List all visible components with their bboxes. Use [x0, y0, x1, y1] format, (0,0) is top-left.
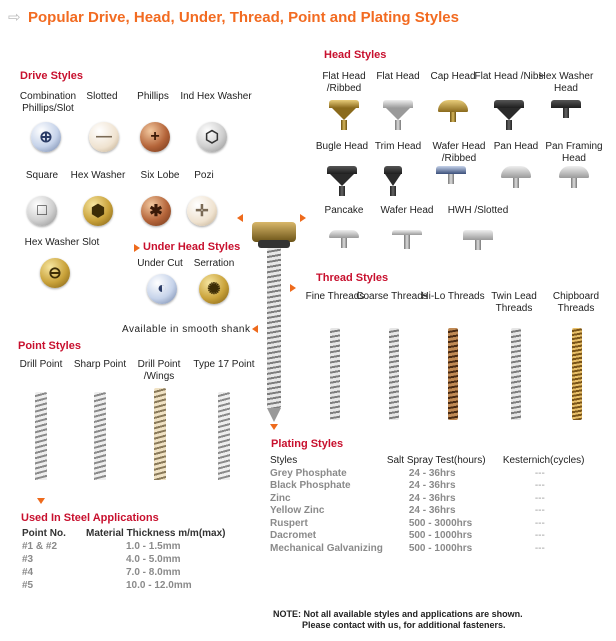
- head-label-wafer-ribbed: Wafer Head /Ribbed: [432, 141, 486, 164]
- table-row: [268, 468, 587, 481]
- head-label-hwh-slotted: HWH /Slotted: [447, 205, 509, 216]
- table-header-row: [268, 455, 587, 468]
- drill-point-icon: [35, 392, 47, 480]
- steel-cell: #1 & #2: [22, 541, 58, 552]
- marker-arrow-icon: [134, 244, 140, 252]
- hwh-slotted-head-icon: [461, 230, 495, 260]
- combo-drive-icon: ⊕: [31, 122, 61, 152]
- drive-label-six-lobe: Six Lobe: [140, 170, 180, 181]
- thread-label-fine: Fine Threads: [305, 291, 365, 302]
- pancake-head-icon: [327, 230, 361, 260]
- drive-label-hex-washer: Hex Washer: [70, 170, 126, 181]
- pozi-icon: ✛: [187, 196, 217, 226]
- chipboard-thread-icon: [572, 328, 582, 420]
- table-row: [20, 553, 228, 566]
- drive-label-phillips: Phillips: [137, 91, 169, 102]
- plating-salt: 24 - 36hrs: [408, 492, 456, 504]
- steel-cell: 4.0 - 5.0mm: [126, 554, 181, 565]
- bugle-head-icon: [325, 166, 359, 196]
- point-label-drill-wings: Drill Point /Wings: [137, 359, 181, 382]
- screw-tip-icon: [267, 408, 281, 422]
- type17-point-icon: [218, 392, 230, 480]
- thread-styles-heading: Thread Styles: [316, 272, 389, 284]
- plating-kesternich: ---: [534, 467, 545, 479]
- steel-cell: 7.0 - 8.0mm: [126, 567, 181, 578]
- marker-arrow-icon: [252, 325, 258, 333]
- table-row: [268, 480, 587, 493]
- thread-label-hi-lo: Hi-Lo Threads: [421, 291, 485, 302]
- plating-style: Grey Phosphate: [270, 467, 347, 479]
- smooth-shank-note: Available in smooth shank: [122, 324, 251, 335]
- plating-salt: 24 - 36hrs: [408, 505, 456, 516]
- head-label-trim: Trim Head: [374, 141, 422, 152]
- steel-cell: #5: [22, 580, 34, 591]
- wafer-ribbed-head-icon: [434, 166, 468, 196]
- steel-table: [20, 527, 228, 592]
- plating-style: Ruspert: [270, 517, 308, 529]
- plating-style: Mechanical Galvanizing: [270, 542, 383, 554]
- table-row: [268, 505, 587, 518]
- plating-kesternich: ---: [534, 530, 545, 541]
- steel-applications-heading: Used In Steel Applications: [21, 512, 159, 524]
- drive-label-combo: Combination Phillips/Slot: [19, 91, 77, 114]
- plating-salt: 24 - 36hrs: [408, 467, 456, 479]
- plating-col-kesternich: Kesternich(cycles): [502, 455, 585, 466]
- head-label-pan: Pan Head: [493, 141, 539, 152]
- thread-label-twin-lead: Twin Lead Threads: [491, 291, 537, 314]
- under-head-heading: Under Head Styles: [143, 241, 241, 253]
- drill-wings-point-icon: [154, 388, 166, 480]
- wafer-head-icon: [390, 230, 424, 260]
- marker-arrow-icon: [300, 214, 306, 222]
- under-label-under-cut: Under Cut: [137, 258, 183, 269]
- pan-framing-head-icon: [557, 166, 591, 196]
- plating-kesternich: ---: [534, 505, 545, 516]
- head-label-flat-ribbed: Flat Head /Ribbed: [322, 71, 366, 94]
- fine-thread-icon: [330, 328, 340, 420]
- head-label-flat-nibs: Flat Head /Nibs: [474, 71, 544, 82]
- point-label-type17: Type 17 Point: [193, 359, 255, 370]
- plating-salt: 24 - 36hrs: [408, 480, 456, 491]
- drive-styles-heading: Drive Styles: [20, 70, 83, 82]
- head-label-bugle: Bugle Head: [315, 141, 369, 152]
- plating-col-styles: Styles: [270, 455, 298, 466]
- arrow-right-icon: ⇨: [8, 9, 21, 26]
- steel-cell: 1.0 - 1.5mm: [126, 541, 181, 552]
- serration-icon: ✺: [199, 274, 229, 304]
- steel-cell: #4: [22, 567, 34, 578]
- head-styles-heading: Head Styles: [324, 49, 387, 61]
- hex-washer-icon: ⬢: [83, 196, 113, 226]
- head-label-hex-washer: Hex Washer Head: [538, 71, 594, 94]
- drive-label-slotted: Slotted: [86, 91, 118, 102]
- flat-head-icon: [381, 100, 415, 130]
- drive-label-pozi: Pozi: [194, 170, 214, 181]
- steel-cell: #3: [22, 554, 34, 565]
- hi-lo-thread-icon: [448, 328, 458, 420]
- screw-head-icon: [252, 222, 296, 242]
- screw-shank-icon: [267, 248, 281, 408]
- plating-salt: 500 - 3000hrs: [408, 517, 473, 529]
- plating-table: [268, 455, 587, 555]
- flat-ribbed-head-icon: [327, 100, 361, 130]
- phillips-drive-icon: +: [140, 122, 170, 152]
- plating-style: Dacromet: [270, 530, 317, 541]
- six-lobe-icon: ✱: [141, 196, 171, 226]
- hex-washer-slot-icon: ⊖: [40, 258, 70, 288]
- head-label-pancake: Pancake: [324, 205, 364, 216]
- head-label-cap: Cap Head: [430, 71, 476, 82]
- plating-col-salt-spray: Salt Spray Test(hours): [386, 455, 486, 466]
- table-row: [268, 530, 587, 543]
- square-drive-icon: □: [27, 196, 57, 226]
- steel-cell: 10.0 - 12.0mm: [126, 580, 192, 591]
- table-row: [268, 518, 587, 531]
- hex-washer-drive-icon: ⬡: [197, 122, 227, 152]
- head-label-flat: Flat Head: [376, 71, 420, 82]
- plating-kesternich: ---: [534, 492, 545, 504]
- marker-arrow-icon: [37, 498, 45, 504]
- under-cut-icon: ◐: [147, 274, 177, 304]
- thread-label-coarse: Coarse Threads: [356, 291, 428, 302]
- table-row: [268, 543, 587, 556]
- plating-style: Zinc: [270, 492, 291, 504]
- pan-head-icon: [499, 166, 533, 196]
- cap-head-icon: [436, 100, 470, 130]
- table-header-row: [20, 527, 228, 540]
- under-label-serration: Serration: [193, 258, 235, 269]
- drive-label-hex-washer-slot: Hex Washer Slot: [24, 237, 100, 248]
- page-title: [8, 8, 459, 26]
- marker-arrow-icon: [237, 214, 243, 222]
- table-row: [20, 579, 228, 592]
- screw-washer-icon: [258, 240, 290, 248]
- plating-kesternich: ---: [534, 542, 545, 554]
- table-row: [268, 493, 587, 506]
- marker-arrow-icon: [270, 424, 278, 430]
- drive-label-square: Square: [25, 170, 59, 181]
- flat-nibs-head-icon: [492, 100, 526, 130]
- note-line-2: Please contact with us, for additional fasteners.: [302, 620, 506, 630]
- plating-salt: 500 - 1000hrs: [408, 530, 473, 541]
- point-styles-heading: Point Styles: [18, 340, 81, 352]
- marker-arrow-icon: [290, 284, 296, 292]
- coarse-thread-icon: [389, 328, 399, 420]
- plating-style: Yellow Zinc: [270, 505, 325, 516]
- steel-col-thickness: Material Thickness m/m(max): [86, 528, 226, 539]
- table-row: [20, 540, 228, 553]
- plating-styles-heading: Plating Styles: [271, 438, 344, 450]
- plating-salt: 500 - 1000hrs: [408, 542, 473, 554]
- table-row: [20, 566, 228, 579]
- point-label-drill: Drill Point: [19, 359, 63, 370]
- plating-kesternich: ---: [534, 480, 545, 491]
- slot-drive-icon: —: [89, 122, 119, 152]
- drive-label-ind-hex: Ind Hex Washer: [180, 91, 252, 102]
- steel-col-point: Point No.: [22, 528, 66, 539]
- page-title-text: Popular Drive, Head, Under, Thread, Point and Plating Styles: [28, 9, 459, 26]
- head-label-pan-framing: Pan Framing Head: [545, 141, 603, 164]
- trim-head-icon: [376, 166, 410, 196]
- sharp-point-icon: [94, 392, 106, 480]
- plating-kesternich: ---: [534, 517, 545, 529]
- thread-label-chipboard: Chipboard Threads: [552, 291, 600, 314]
- hex-washer-head-icon: [549, 100, 583, 130]
- point-label-sharp: Sharp Point: [73, 359, 127, 370]
- plating-style: Black Phosphate: [270, 480, 351, 491]
- note-line-1: NOTE: Not all available styles and applications are shown.: [273, 609, 523, 619]
- head-label-wafer: Wafer Head: [380, 205, 434, 216]
- twin-lead-thread-icon: [511, 328, 521, 420]
